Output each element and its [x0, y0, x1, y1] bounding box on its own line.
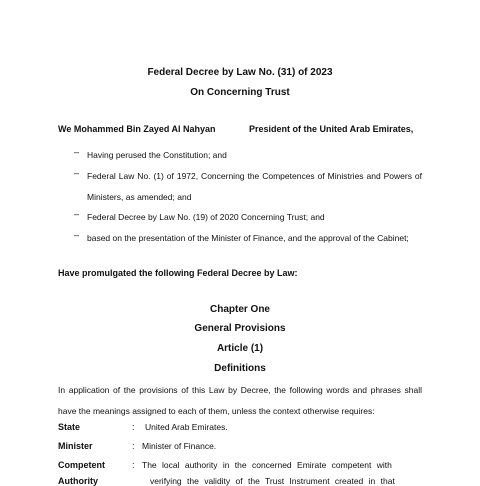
preamble-bullet: Federal Law No. (1) of 1972, Concerning the Competences of Ministries and Powers of Ministers, as amended; and — [87, 171, 422, 202]
preamble-bullet: based on the presentation of the Minister of Finance, and the approval of the Cabinet; — [87, 233, 409, 243]
definition-colon: : — [132, 441, 135, 451]
definition-colon: : — [132, 422, 135, 432]
bullet-dash: – — [74, 147, 80, 157]
bullet-dash: – — [74, 230, 80, 240]
definition-term: Competent — [58, 460, 105, 470]
bullet-dash: – — [74, 168, 80, 178]
issuer-name: We Mohammed Bin Zayed Al Nahyan — [58, 124, 216, 134]
preamble-bullet: Having perused the Constitution; and — [87, 150, 227, 160]
definition-text: United Arab Emirates. — [145, 422, 228, 432]
definition-text: Minister of Finance. — [142, 441, 217, 451]
article-number: Article (1) — [216, 343, 264, 354]
chapter-heading: Chapter One — [209, 304, 270, 315]
definition-text: The local authority in the concerned Emirate competent with — [142, 460, 392, 470]
article-title: Definitions — [214, 363, 266, 374]
chapter-title: General Provisions — [194, 323, 286, 334]
definition-term: Authority — [58, 476, 98, 486]
decree-subtitle: On Concerning Trust — [190, 87, 290, 98]
definition-text: verifying the validity of the Trust Instrument created in that — [150, 476, 395, 486]
definitions-intro: In application of the provisions of this Law by Decree, the following words and phrases shall have the meanings assigned to each of them, unless the context otherwise requires: — [58, 385, 422, 416]
decree-title: Federal Decree by Law No. (31) of 2023 — [147, 67, 333, 78]
preamble-bullet: Federal Decree by Law No. (19) of 2020 Concerning Trust; and — [87, 212, 325, 222]
definition-colon: : — [132, 460, 135, 470]
issuer-title: President of the United Arab Emirates, — [249, 124, 414, 134]
definition-term: State — [58, 422, 81, 432]
bullet-dash: – — [74, 209, 80, 219]
promulgation-statement: Have promulgated the following Federal Decree by Law: — [58, 268, 298, 278]
definition-term: Minister — [58, 441, 93, 451]
